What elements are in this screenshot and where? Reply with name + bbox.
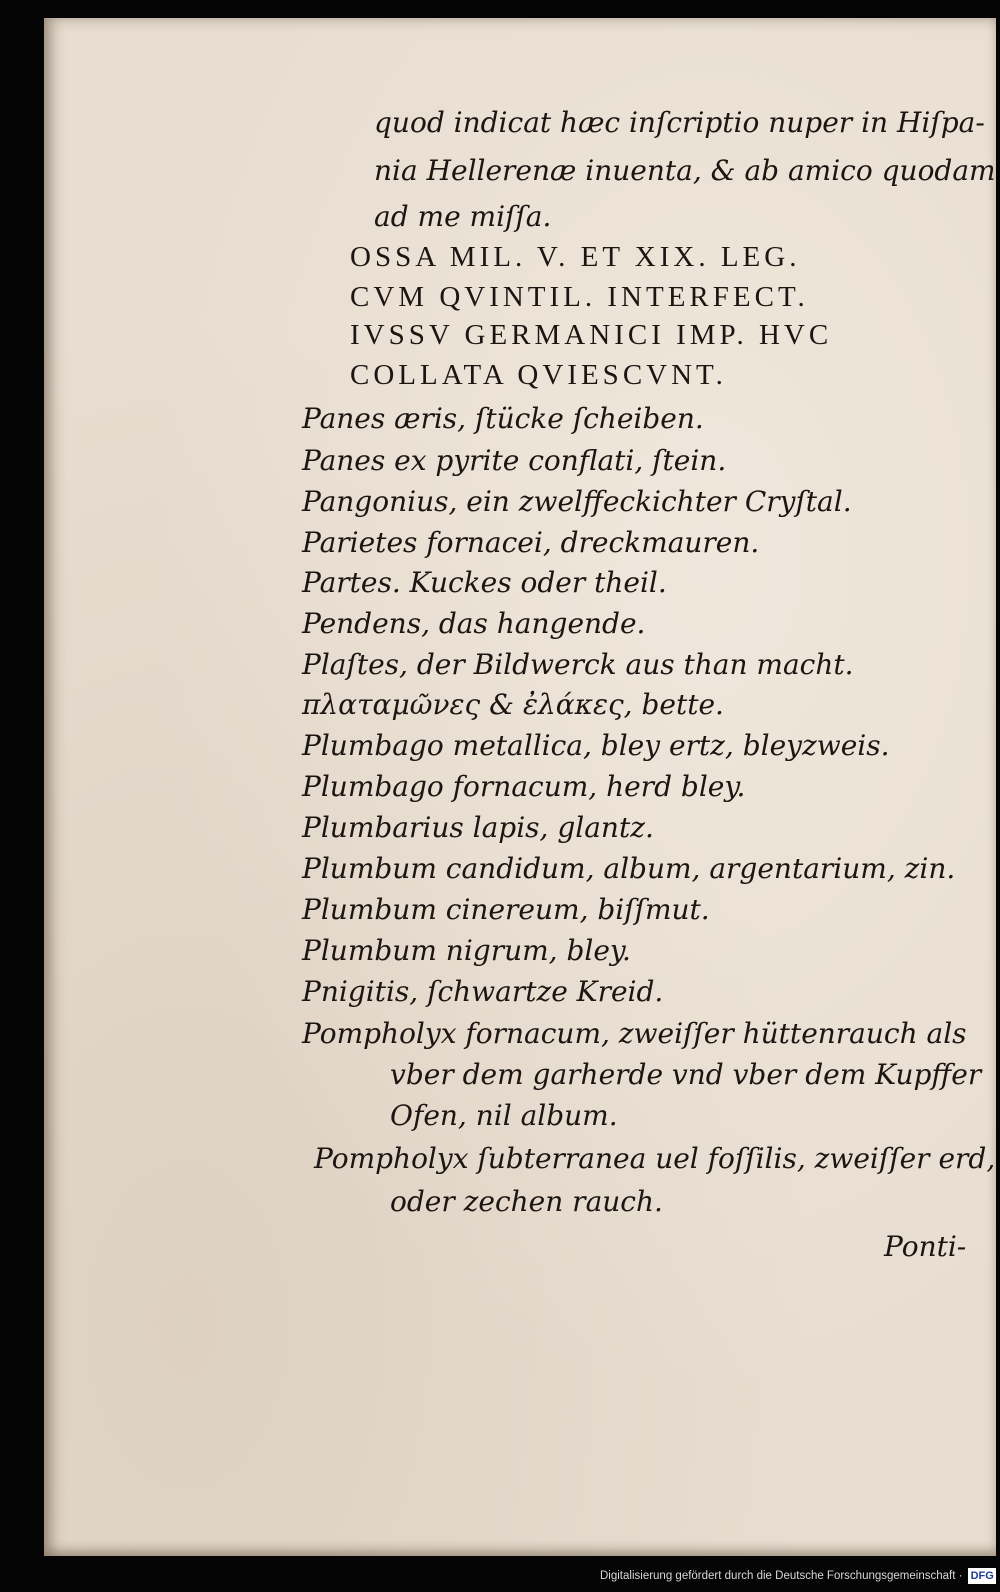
intro-line: ad me miſſa.: [374, 200, 552, 233]
glossary-entry: Panes ex pyrite conflati, ſtein.: [302, 444, 727, 477]
glossary-entry: Pompholyx ſubterranea uel foſſilis, zweiſſer erd,: [314, 1142, 996, 1175]
glossary-entry: Pompholyx fornacum, zweiſſer hüttenrauch als: [302, 1017, 967, 1050]
glossary-entry: Plumbarius lapis, glantz.: [302, 811, 654, 844]
catchword: Ponti-: [884, 1230, 967, 1263]
glossary-entry: πλαταμῶνες & ἐλάκες, bette.: [302, 688, 724, 721]
glossary-entry: Panes æris, ſtücke ſcheiben.: [302, 402, 704, 435]
glossary-entry: Plumbum cinereum, biſſmut.: [302, 893, 710, 926]
glossary-entry-continuation: Ofen, nil album.: [390, 1099, 618, 1132]
glossary-entry-continuation: oder zechen rauch.: [390, 1185, 663, 1218]
glossary-entry: Pnigitis, ſchwartze Kreid.: [302, 975, 664, 1008]
glossary-entry: Plumbum candidum, album, argentarium, zin.: [302, 852, 956, 885]
dfg-logo: DFG: [968, 1568, 996, 1584]
inscription-line: COLLATA QVIESCVNT.: [350, 359, 727, 391]
footer-credit: Digitalisierung gefördert durch die Deutsche Forschungsgemeinschaft ·: [600, 1570, 963, 1582]
glossary-entry: Plumbago metallica, bley ertz, bleyzweis.: [302, 729, 890, 762]
glossary-entry: Pangonius, ein zwelffeckichter Cryſtal.: [302, 485, 852, 518]
glossary-entry: Plumbago fornacum, herd bley.: [302, 770, 746, 803]
inscription-line: IVSSV GERMANICI IMP. HVC: [350, 319, 833, 351]
glossary-entry: Plumbum nigrum, bley.: [302, 934, 631, 967]
intro-line: quod indicat hæc inſcriptio nuper in Hiſpa-: [374, 106, 985, 139]
glossary-entry: Pendens, das hangende.: [302, 607, 646, 640]
glossary-entry: Partes. Kuckes oder theil.: [302, 566, 667, 599]
glossary-entry-continuation: vber dem garherde vnd vber dem Kupffer: [390, 1058, 982, 1091]
digitization-footer: [600, 1564, 996, 1588]
glossary-entry: Parietes fornacei, dreckmauren.: [302, 526, 760, 559]
glossary-entry: Plaſtes, der Bildwerck aus than macht.: [302, 648, 854, 681]
intro-line: nia Hellerenæ inuenta, & ab amico quodam: [374, 154, 996, 187]
inscription-line: OSSA MIL. V. ET XIX. LEG.: [350, 241, 801, 273]
book-page: [44, 18, 996, 1556]
inscription-line: CVM QVINTIL. INTERFECT.: [350, 281, 809, 313]
